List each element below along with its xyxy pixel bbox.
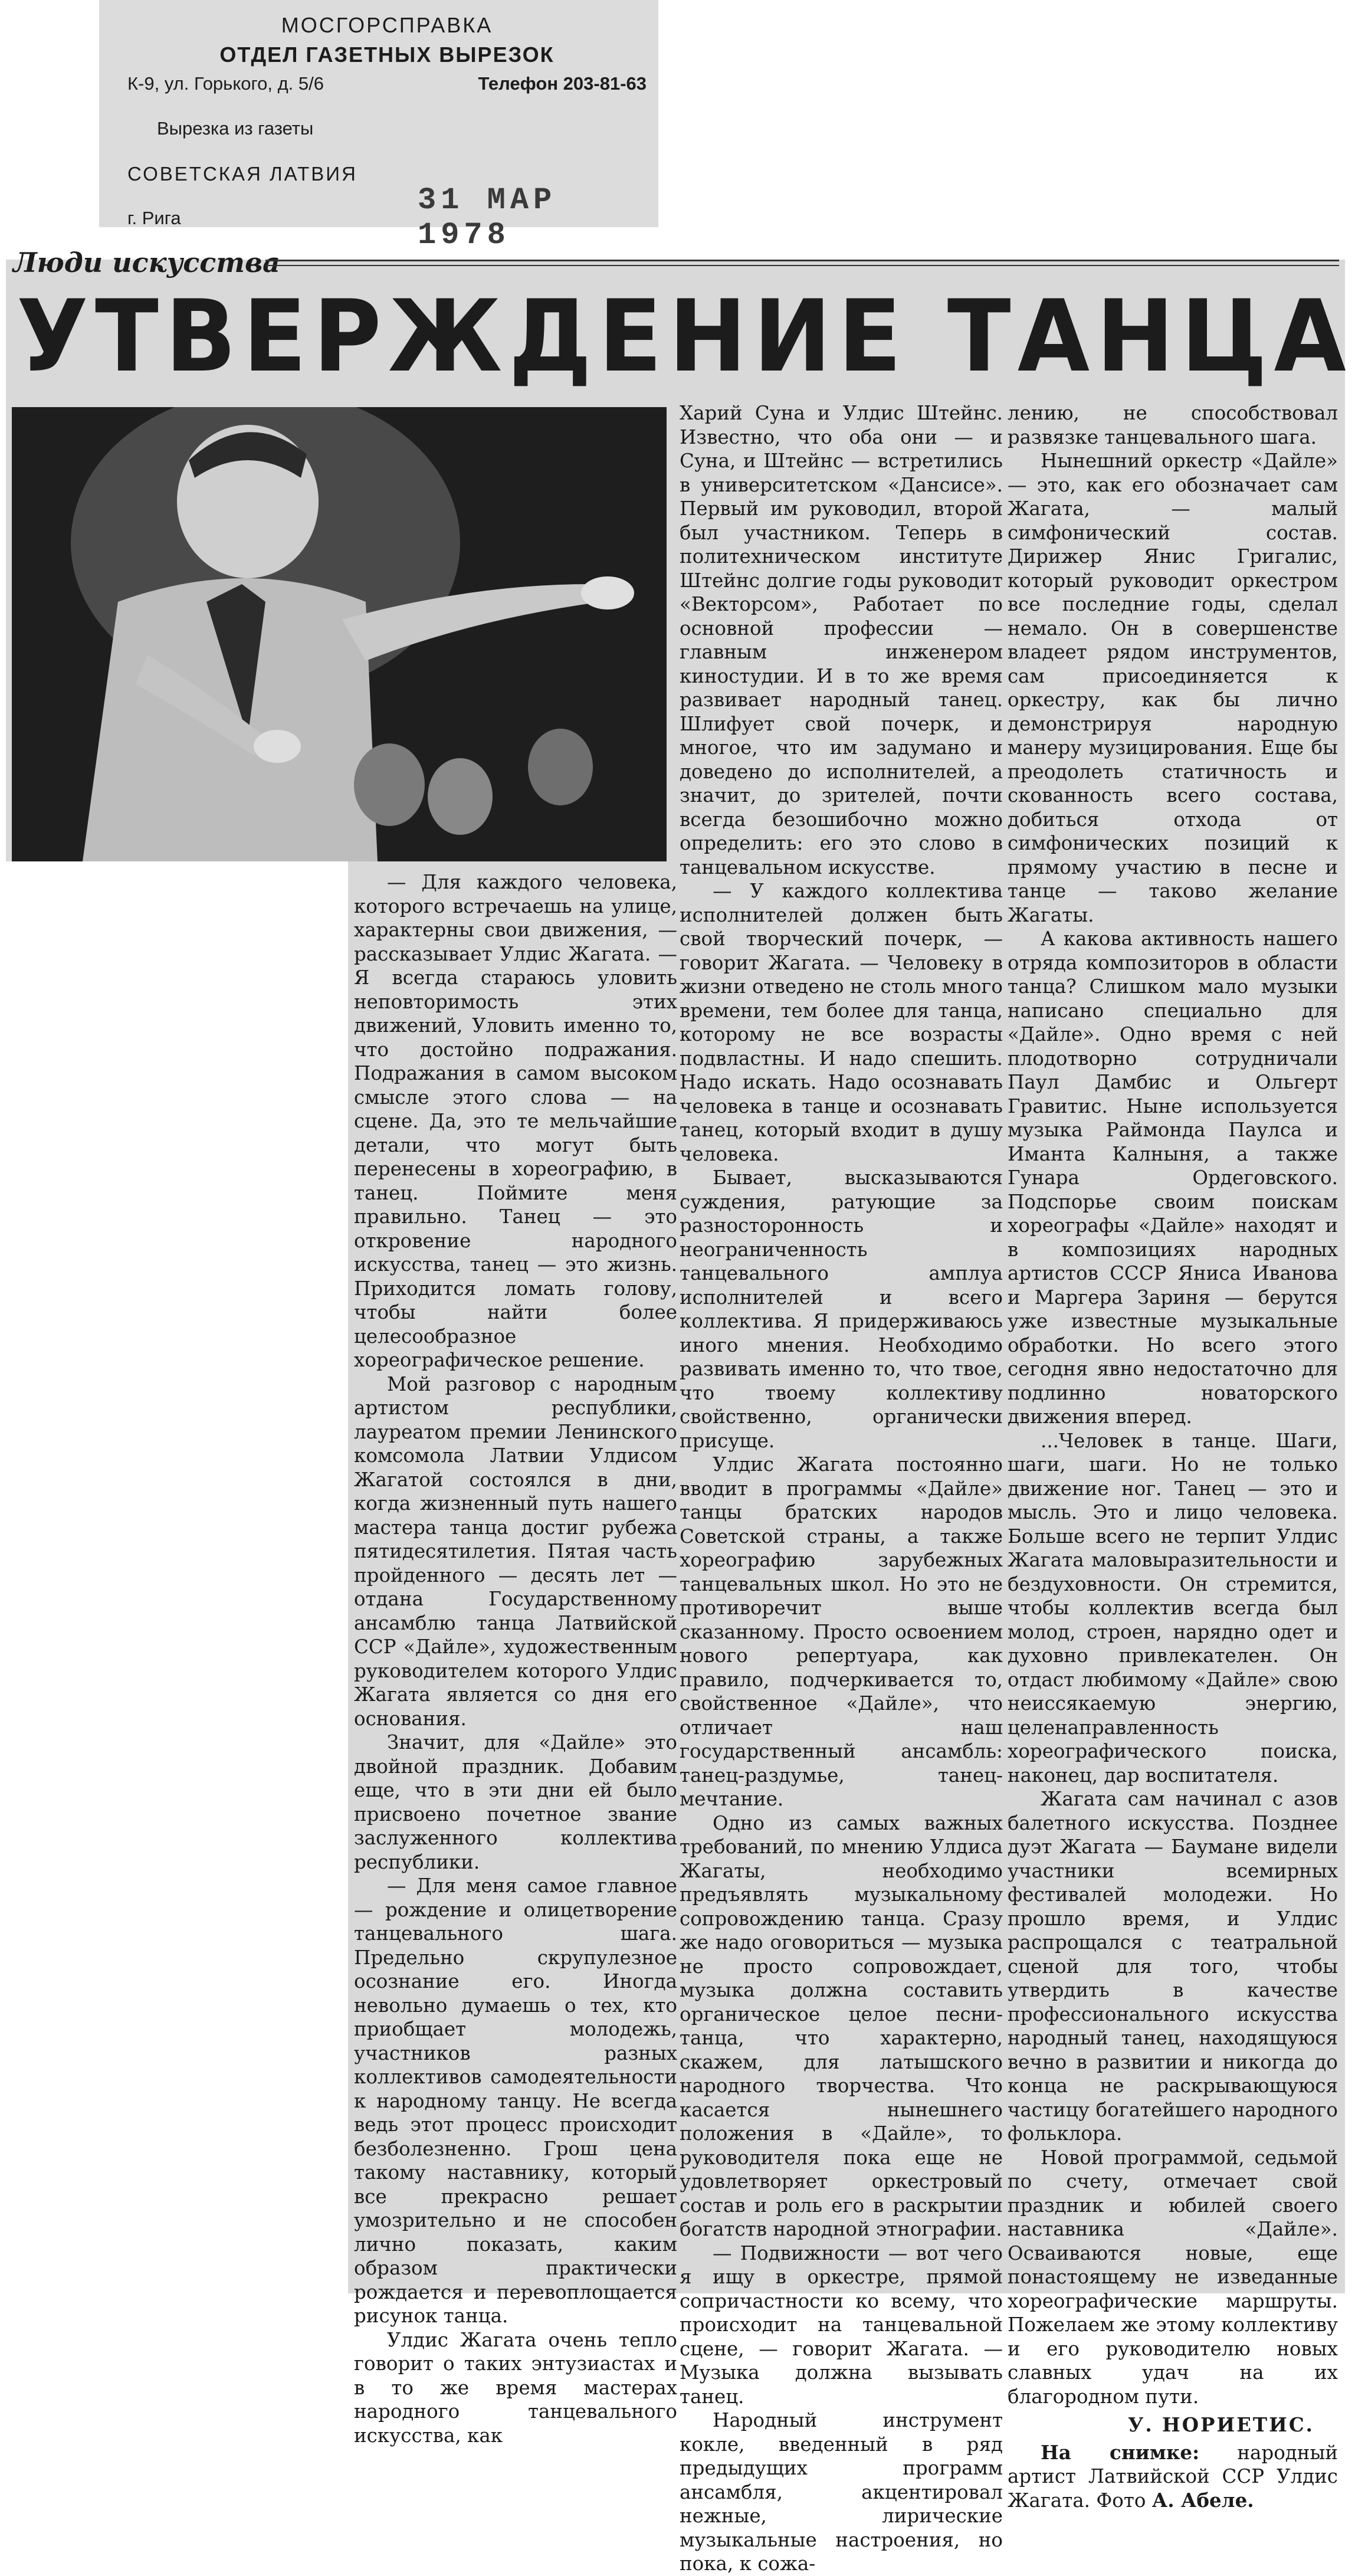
- article-photo: [12, 407, 667, 861]
- city: г. Рига: [127, 208, 181, 228]
- paragraph: Мой разговор с народным артистом республики, лауреатом премии Ленинского комсомола Латвии Улдисом Жагатой состоялся в дни, когда жизненный путь нашего мастера танца достиг рубежа пятидесятилетия. Пятая часть пройденного — десять лет — отдана Государственному ансамблю танца Латвийской ССР «Дайле», художественным руководителем которого Улдис Жагата является со дня его основания.: [354, 1372, 677, 1730]
- article-column-2: [680, 401, 1003, 2576]
- agency-name: МОСГОРСПРАВКА: [281, 13, 493, 37]
- paragraph: лению, не способствовал развязке танцевального шага.: [1008, 402, 1338, 448]
- contact-line: [127, 73, 647, 94]
- paragraph: Харий Суна и Улдис Штейнс. Известно, что оба они — и Суна, и Штейнс — встретились в университетском «Дансисе». Первый им руководил, второй был участником. Теперь в политехническом институте Штейнс долгие годы руководит «Векторсом», Работает по основной профессии — главным инженером киностудии. И в то же время развивает народный танец. Шлифует свой почерк, и многое, что им задумано и доведено до исполнителей, а значит, до зрителей, почти всегда безошибочно можно определить: его это слово в танцевальном искусстве.: [680, 402, 1003, 879]
- paragraph: — У каждого коллектива исполнителей должен быть свой творческий почерк, — говорит Жагата. — Человеку в жизни отведено не столь много времени, тем более для танца, которому не все возрасты подвластны. И надо спешить. Надо искать. Надо осознавать человека в танце и осознавать танец, который входит в душу человека.: [680, 880, 1003, 1165]
- caption-label: На снимке:: [1041, 2440, 1200, 2464]
- paragraph: Бывает, высказываются суждения, ратующие за разносторонность и неограниченность танцевального амплуа исполнителей и всего коллектива. Я придерживаюсь иного мнения. Необходимо развивать именно то, что твое, что твоему коллективу свойственно, органически присуще.: [680, 1166, 1003, 1452]
- paragraph: — Подвижности — вот чего я ищу в оркестре, прямой сопричастности ко всему, что происходит на танцевальной сцене, — говорит Жагата. — Музыка должна вызывать танец.: [680, 2241, 1003, 2408]
- department-name: ОТДЕЛ ГАЗЕТНЫХ ВЫРЕЗОК: [219, 42, 555, 67]
- photographer: А. Абеле.: [1151, 2488, 1254, 2512]
- conductor-figure-image: [12, 407, 667, 861]
- paragraph: ...Человек в танце. Шаги, шаги, шаги. Но не только движение ног. Танец — это и мысль. Это и лицо человека. Больше всего не терпит Улдис Жагата маловыразительности и бездуховности. Он стремится, чтобы коллектив всегда был молод, строен, нарядно одет и духовно привлекателен. Он отдаст любимому «Дайле» свою неиссякаемую энергию, целенаправленность хореографического поиска, наконец, дар воспитателя.: [1008, 1429, 1338, 1787]
- paragraph: Улдис Жагата постоянно вводит в программы «Дайле» танцы братских народов Советской страны, а также хореографию зарубежных танцевальных школ. Но это не противоречит выше сказанному. Просто освоением нового репертуара, как правило, подчеркивается то, свойственное «Дайле», что отличает наш государственный ансамбль: танец-раздумье, танец-мечтание.: [680, 1453, 1003, 1810]
- article-column-1: [354, 870, 677, 2447]
- byline: У. НОРИЕТИС.: [1127, 2413, 1314, 2436]
- rubric: Люди искусства: [13, 247, 280, 278]
- paragraph: Нынешний оркестр «Дайле» — это, как его обозначает сам Жагата, — малый симфонический состав. Дирижер Янис Григалис, который руководит оркестром все последние годы, сделал немало. Он в совершенстве владеет рядом инструментов, сам присоединяется к оркестру, как бы лично демонстрируя народную манеру музицирования. Еще бы преодолеть статичность и скованность всего состава, добиться отхода от симфонических позиций к прямому участию в песне и танце — таково желание Жагаты.: [1008, 450, 1338, 926]
- address: К-9, ул. Горького, д. 5/6: [127, 73, 324, 94]
- paragraph: Народный инструмент кокле, введенный в ряд предыдущих программ ансамбля, акцентировал нежные, лирические музыкальные настроения, но пока, к сожа-: [680, 2409, 1003, 2575]
- clipping-service-header: [99, 0, 658, 253]
- caption-text: народный артист Латвийской ССР Улдис Жагата. Фото: [1008, 2441, 1338, 2512]
- paragraph: — Для каждого человека, которого встречаешь на улице, характерны свои движения, — рассказывает Улдис Жагата. — Я всегда стараюсь уловить неповторимость этих движений, Уловить именно то, что достойно подражания. Подражания в самом высоком смысле этого слова — на сцене. Да, это те мельчайшие детали, что могут быть перенесены в хореографию, в танец. Поймите меня правильно. Танец — это откровение народного искусства, танец — это жизнь. Приходится ломать голову, чтобы найти более целесообразное хореографическое решение.: [354, 871, 677, 1371]
- paragraph: Новой программой, седьмой по счету, отмечает свой праздник и юбилей своего наставника «Дайле». Осваиваются новые, еще понастоящему не изведанные хореографические маршруты. Пожелаем же этому коллективу и его руководителю новых славных удач на их благородном пути.: [1008, 2146, 1338, 2408]
- paragraph: А какова активность нашего отряда композиторов в области танца? Слишком мало музыки написано специально для «Дайле». Одно время с ней плодотворно сотрудничали Паул Дамбис и Ольгерт Гравитис. Ныне используется музыка Раймонда Паулса и Иманта Калныня, а также Гунара Ордеговского. Подспорье своим поискам хореографы «Дайле» находят и в композициях народных артистов СССР Яниса Иванова и Маргера Зариня — берутся уже известные музыкальные обработки. Но всего этого сегодня явно недостаточно для подлинно новаторского движения вперед.: [1008, 928, 1338, 1428]
- newspaper-name: СОВЕТСКАЯ ЛАТВИЯ: [127, 163, 357, 185]
- headline: УТВЕРЖДЕНИЕ ТАНЦА: [17, 278, 1353, 394]
- photo-caption: [1008, 2441, 1338, 2513]
- clip-label: Вырезка из газеты: [157, 118, 314, 139]
- article-column-3: [1008, 401, 1338, 2512]
- date-stamp: 31 МАР 1978: [418, 183, 557, 253]
- clipping-cutout: [6, 861, 348, 2293]
- paragraph: — Для меня самое главное — рождение и олицетворение танцевального шага. Предельно скрупулезное осознание его. Иногда невольно думаешь о тех, кто приобщает молодежь, участников разных коллективов самодеятельности к народному танцу. Не всегда ведь этот процесс происходит безболезненно. Грош цена такому наставнику, который все прекрасно решает умозрительно и не способен лично показать, каким образом практически рождается и перевоплощается рисунок танца.: [354, 1874, 677, 2327]
- paragraph: Значит, для «Дайле» это двойной праздник. Добавим еще, что в эти дни ей было присвоено почетное звание заслуженного коллектива республики.: [354, 1731, 677, 1873]
- paragraph: Улдис Жагата очень тепло говорит о таких энтузиастах и в то же время мастерах народного танцевального искусства, как: [354, 2328, 677, 2447]
- paragraph: Жагата сам начинал с азов балетного искусства. Позднее дуэт Жагата — Баумане видели участники всемирных фестивалей молодежи. Но прошло время, и Улдис распрощался с театральной сценой для того, чтобы утвердить в качестве профессионального искусства народный танец, находящуюся вечно в развитии и никогда до конца не раскрывающуюся частицу богатейшего народного фольклора.: [1008, 1788, 1338, 2145]
- paragraph: Одно из самых важных требований, по мнению Улдиса Жагаты, необходимо предъявлять музыкальному сопровождению танца. Сразу же надо оговориться — музыка не просто сопровождает, музыка должна составить органическое целое песни-танца, что характерно, скажем, для латышского народного творчества. Что касается нынешнего положения в «Дайле», то руководителя пока еще не удовлетворяет оркестровый состав и роль его в раскрытии богатств народной этнографии.: [680, 1811, 1003, 2240]
- phone: Телефон 203-81-63: [478, 73, 647, 94]
- rubric-rule: [265, 260, 1339, 266]
